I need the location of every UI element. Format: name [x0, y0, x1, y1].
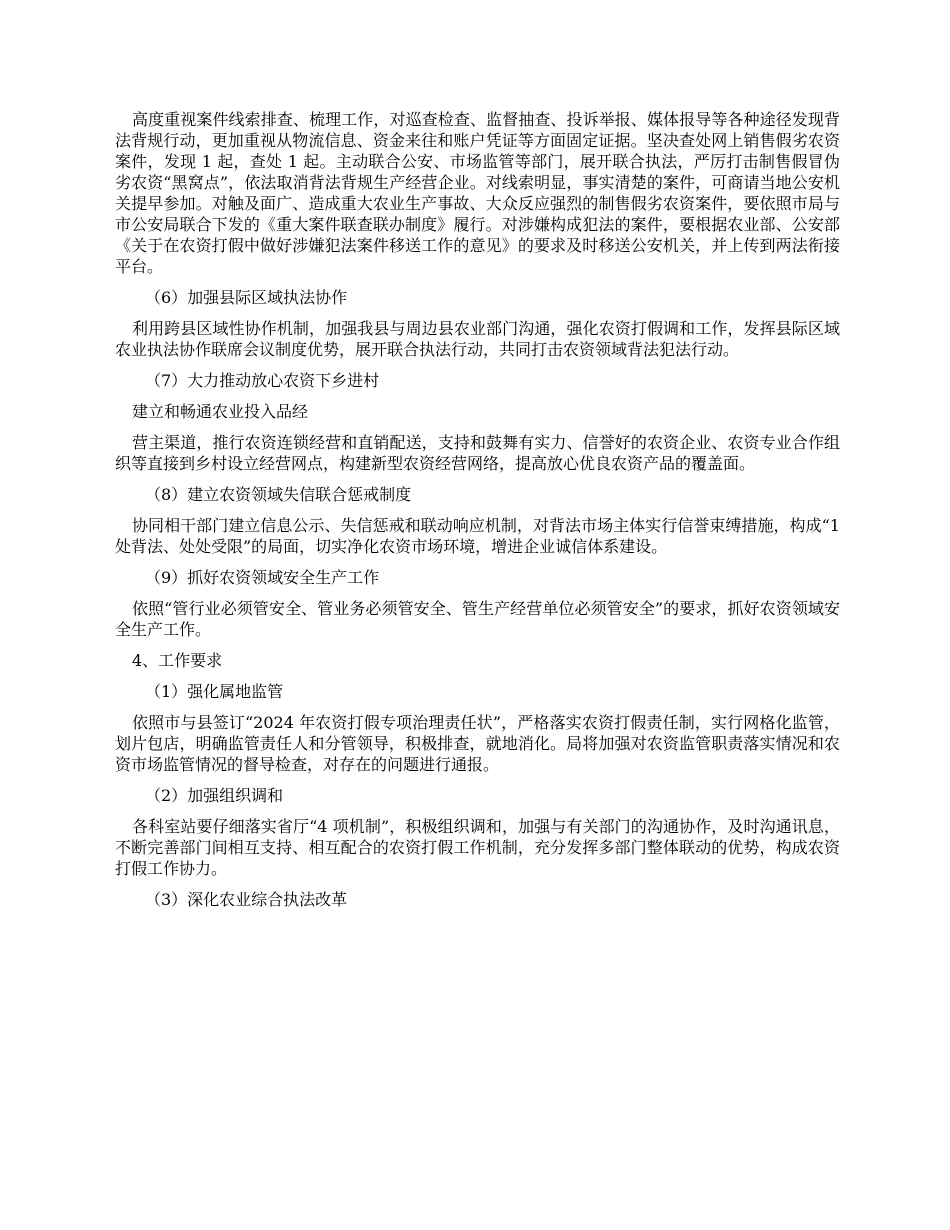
paragraph-cross-county-cooperation: 利用跨县区域性协作机制，加强我县与周边县农业部门沟通，强化农资打假调和工作，发挥县际区域农业执法协作联席会议制度优势，展开联合执法行动，共同打击农资领域背法犯法行动。 — [115, 319, 840, 359]
paragraph-evidence: 高度重视案件线索排查、梳理工作，对巡查检查、监督抽查、投诉举报、媒体报导等各种途径发现背法背规行动，更加重视从物流信息、资金来往和账户凭证等方面固定证据。坚决查处网上销售假劣农资案件，发现 1 起，查处 1 起。主动联合公安、市场监管等部门，展开联合执法，严厉打击制售假冒伪劣农资“黑窝点”，依法取消背法背规生产经营企业。对线索明显，事实清楚的案件，可商请当地公安机关提早参加。对触及面广、造成重大农业生产事故、大众反应强烈的制售假劣农资案件，要依照市局与市公安局联合下发的《重大案件联查联办制度》履行。对涉嫌构成犯法的案件，要根据农业部、公安部《关于在农资打假中做好涉嫌犯法案件移送工作的意见》的要求及时移送公安机关，并上传到两法衔接平台。 — [115, 110, 840, 276]
heading-local-supervision: （1）强化属地监管 — [145, 682, 284, 701]
paragraph-safety-production: 依照“管行业必须管安全、管业务必须管安全、管生产经营单位必须管安全”的要求，抓好农资领域安全生产工作。 — [115, 599, 840, 639]
heading-credit-punishment: （8）建立农资领域失信联合惩戒制度 — [145, 485, 412, 504]
heading-cross-county-cooperation: （6）加强县际区域执法协作 — [145, 288, 348, 307]
paragraph-credit-punishment: 协同相干部门建立信息公示、失信惩戒和联动响应机制，对背法市场主体实行信誉束缚措施，构成“1 处背法、处处受限”的局面，切实净化农资市场环境，增进企业诚信体系建设。 — [115, 516, 840, 556]
document-body — [115, 109, 840, 920]
heading-work-requirements: 4、工作要求 — [132, 651, 223, 670]
heading-organization-coordination: （2）加强组织调和 — [145, 786, 284, 805]
paragraph-local-supervision: 依照市与县签订“2024 年农资打假专项治理责任状”，严格落实农资打假责任制，实行网格化监管，划片包店，明确监管责任人和分管领导，积极排查，就地消化。局将加强对农资监管职责落实情况和农资市场监管情况的督导检查，对存在的问题进行通报。 — [115, 713, 840, 774]
heading-safety-production: （9）抓好农资领域安全生产工作 — [145, 568, 380, 587]
paragraph-supply-channel: 营主渠道，推行农资连锁经营和直销配送，支持和鼓舞有实力、信誉好的农资企业、农资专业合作组织等直接到乡村设立经营网点，构建新型农资经营网络，提高放心优良农资产品的覆盖面。 — [115, 433, 840, 473]
heading-safe-supplies-to-villages: （7）大力推动放心农资下乡进村 — [145, 371, 380, 390]
paragraph-supply-channel-intro: 建立和畅通农业投入品经 — [132, 402, 309, 421]
heading-enforcement-reform: （3）深化农业综合执法改革 — [145, 890, 348, 909]
paragraph-organization-coordination: 各科室站要仔细落实省厅“4 项机制”，积极组织调和，加强与有关部门的沟通协作，及时沟通讯息，不断完善部门间相互支持、相互配合的农资打假工作机制，充分发挥多部门整体联动的优势，构成农资打假工作协力。 — [115, 817, 840, 878]
